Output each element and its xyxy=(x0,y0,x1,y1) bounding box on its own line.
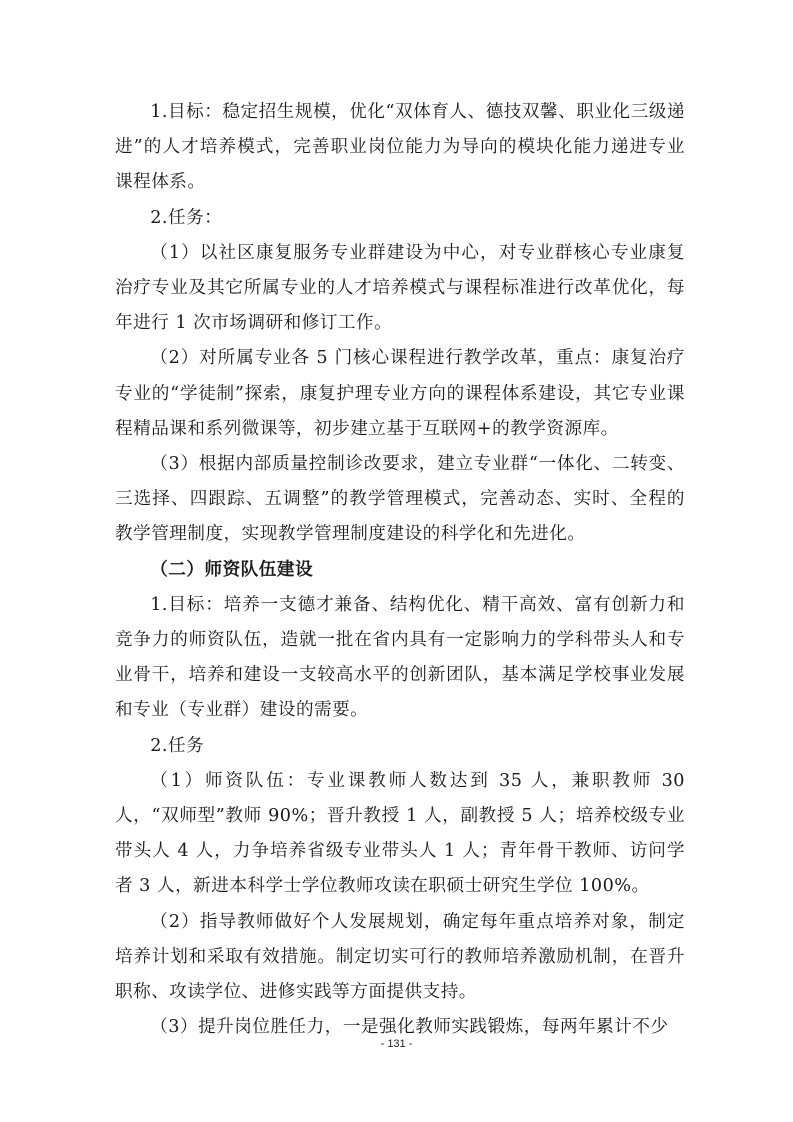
section-heading: （二）师资队伍建设 xyxy=(150,559,314,580)
paragraph-task-label-1: 2.任务： xyxy=(150,207,223,228)
paragraph-task-2-2: （2）指导教师做好个人发展规划，确定每年重点培养对象，制定培养计划和采取有效措施。制定切实可行的教师培养激励机制，在晋升职称、攻读学位、进修实践等方面提供支持。 xyxy=(115,911,685,1003)
paragraph-task-1-3: （3）根据内部质量控制诊改要求，建立专业群“一体化、二转变、三选择、四跟踪、五调整”的教学管理模式，完善动态、实时、全程的教学管理制度，实现教学管理制度建设的科学化和先进化。 xyxy=(115,454,685,545)
paragraph-task-2-1: （1）师资队伍：专业课教师人数达到 35 人，兼职教师 30 人，“双师型”教师 90%；晋升教授 1 人，副教授 5 人；培养校级专业带头人 4 人，力争培养省级专业带头人 1 人；青年骨干教师、访问学者 3 人，新进本科学士学位教师攻读在职硕士研究生学位 100%。 xyxy=(115,770,685,897)
paragraph-task-2-3: （3）提升岗位胜任力，一是强化教师实践锻炼，每两年累计不少 xyxy=(150,1017,669,1038)
paragraph-task-label-2: 2.任务 xyxy=(150,735,205,756)
page-body xyxy=(115,95,685,1045)
page-number: - 131 - xyxy=(380,1038,413,1050)
paragraph-task-1-2: （2）对所属专业各 5 门核心课程进行教学改革，重点：康复治疗专业的“学徒制”探索，康复护理专业方向的课程体系建设，其它专业课程精品课和系列微课等，初步建立基于互联网+的教学资源库。 xyxy=(115,348,685,439)
paragraph-goal-1: 1.目标：稳定招生规模，优化“双体育人、德技双馨、职业化三级递进”的人才培养模式，完善职业岗位能力为导向的模块化能力递进专业课程体系。 xyxy=(115,102,685,193)
paragraph-goal-2: 1.目标：培养一支德才兼备、结构优化、精干高效、富有创新力和竞争力的师资队伍，造就一批在省内具有一定影响力的学科带头人和专业骨干，培养和建设一支较高水平的创新团队，基本满足学校事业发展和专业（专业群）建设的需要。 xyxy=(115,594,685,721)
paragraph-task-1-1: （1）以社区康复服务专业群建设为中心，对专业群核心专业康复治疗专业及其它所属专业的人才培养模式与课程标准进行改革优化，每年进行 1 次市场调研和修订工作。 xyxy=(115,242,685,334)
